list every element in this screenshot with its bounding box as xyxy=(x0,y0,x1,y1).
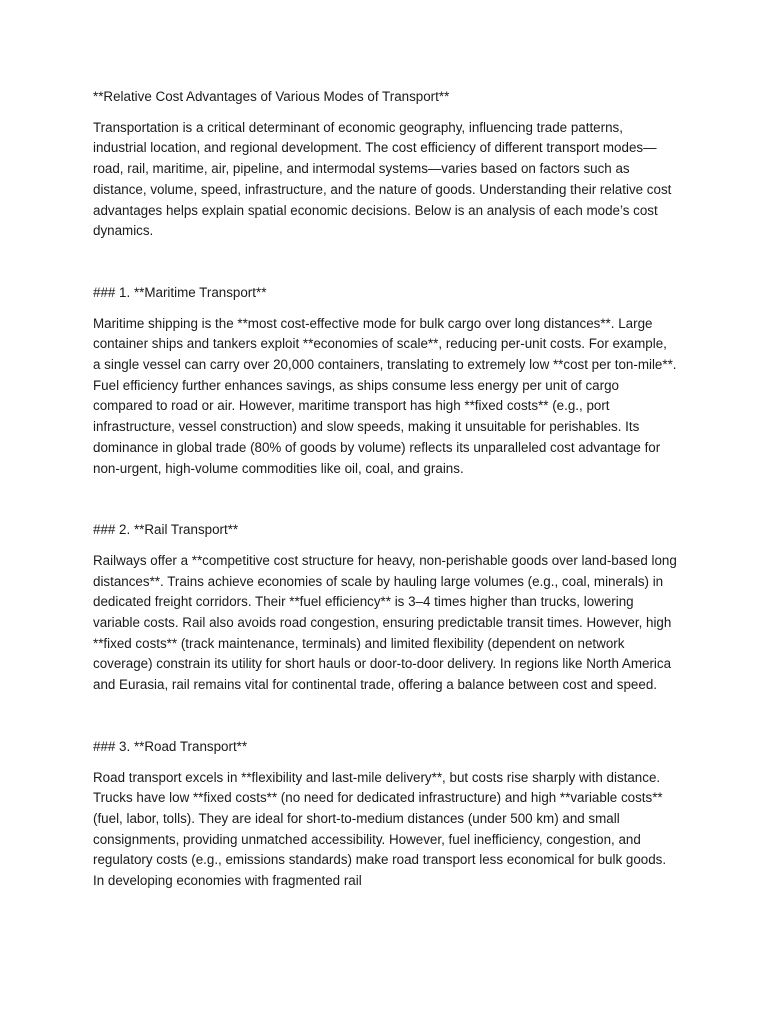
document-page xyxy=(93,87,678,933)
section-heading-rail: ### 2. **Rail Transport** xyxy=(93,522,239,538)
section-body-rail: Railways offer a **competitive cost structure for heavy, non-perishable goods over land-based long distances**. Trains achieve economies of scale by hauling large volumes (e.g., coal, minerals) in dedicated freight corridors. Their **fuel efficiency** is 3–4 times higher than trucks, lowering variable costs. Rail also avoids road congestion, ensuring predictable transit times. However, high **fixed costs** (track maintenance, terminals) and limited flexibility (dependent on network coverage) constrain its utility for short hauls or door-to-door delivery. In regions like North America and Eurasia, rail remains vital for continental trade, offering a balance between cost and speed. xyxy=(93,552,677,693)
section-heading-maritime: ### 1. **Maritime Transport** xyxy=(93,284,267,300)
document-title: **Relative Cost Advantages of Various Modes of Transport** xyxy=(93,89,450,104)
section-body-road: Road transport excels in **flexibility and last-mile delivery**, but costs rise sharply with distance. Trucks have low **fixed costs** (no need for dedicated infrastructure) and high **variable costs** (fuel, labor, tolls). They are ideal for short-to-medium distances (under 500 km) and small consignments, providing unmatched accessibility. However, fuel inefficiency, congestion, and regulatory costs (e.g., emissions standards) make road transport less economical for bulk goods. In developing economies with fragmented rail xyxy=(93,769,667,889)
section-body-maritime: Maritime shipping is the **most cost-effective mode for bulk cargo over long distances**. Large container ships and tankers exploit **economies of scale**, reducing per-unit costs. For example, a single vessel can carry over 20,000 containers, translating to extremely low **cost per ton-mile**. Fuel efficiency further enhances savings, as ships consume less energy per unit of cargo compared to road or air. However, maritime transport has high **fixed costs** (e.g., port infrastructure, vessel construction) and slow speeds, making it unsuitable for perishables. Its dominance in global trade (80% of goods by volume) reflects its unparalleled cost advantage for non-urgent, high-volume commodities like oil, coal, and grains. xyxy=(93,315,677,476)
section-heading-road: ### 3. **Road Transport** xyxy=(93,738,248,754)
intro-paragraph: Transportation is a critical determinant of economic geography, influencing trade patterns, industrial location, and regional development. The cost efficiency of different transport modes—road, rail, maritime, air, pipeline, and intermodal systems—varies based on factors such as distance, volume, speed, infrastructure, and the nature of goods. Understanding their relative cost advantages helps explain spatial economic decisions. Below is an analysis of each mode’s cost dynamics. xyxy=(93,119,672,239)
